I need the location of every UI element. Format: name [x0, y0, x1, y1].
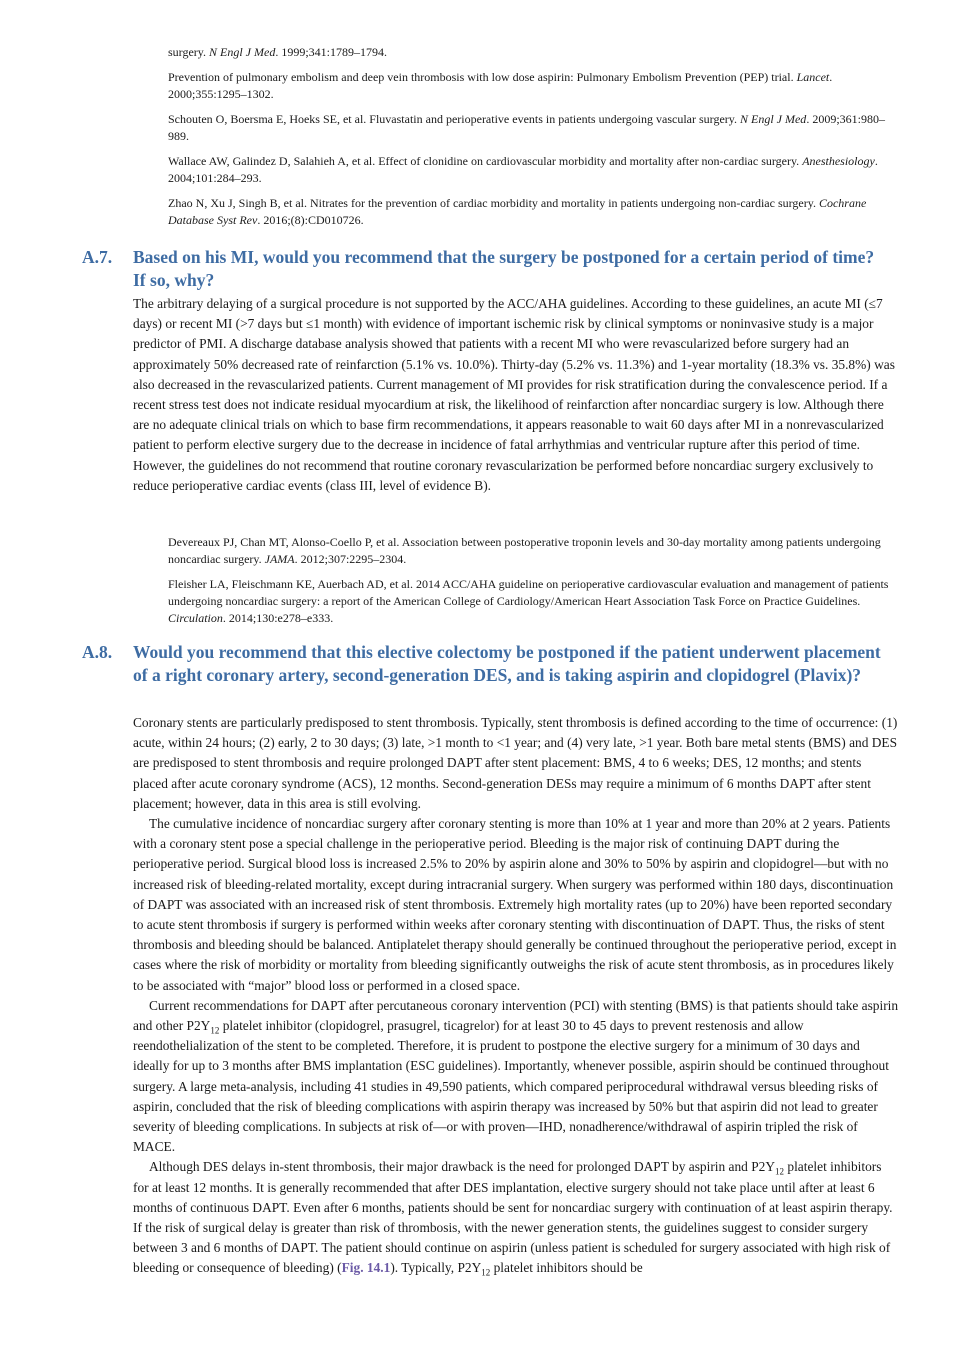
reference-item: Devereaux PJ, Chan MT, Alonso-Coello P, et al. Association between postoperative troponin levels and 30-day mortality among patients undergoing noncardiac surgery. JAMA. 2012;307:2295–2304. [168, 535, 881, 566]
body-paragraph: The arbitrary delaying of a surgical procedure is not supported by the ACC/AHA guidelines. According to these guidelines, an acute MI (≤7 days) or recent MI (>7 days but ≤1 month) with evidence of important ischemic risk by clinical symptoms or noninvasive study is a major predictor of PMI. A discharge database analysis showed that patients with a recent MI who were revascularized before surgery had an approximately 50% decreased rate of reinfarction (5.1% vs. 10.0%). Thirty-day (5.2% vs. 11.3%) and 1-year mortality (18.3% vs. 35.8%) was also decreased in the revascularized patients. Current management of MI provides for risk stratification during the convalescence period. If a recent stress test does not indicate residual myocardium at risk, the likelihood of reinfarction after noncardiac surgery is low. Although there are no adequate clinical trials on which to base firm recommendations, it appears reasonable to wait 60 days after MI in a nonrevascularized patient to perform elective surgery due to the decrease in incidence of fatal arrhythmias and ventricular rupture after this period of time. However, the guidelines do not recommend that routine coronary revascularization be performed before noncardiac surgery exclusively to reduce perioperative cardiac events (class III, level of evidence B). [133, 296, 895, 493]
reference-item: Wallace AW, Galindez D, Salahieh A, et al. Effect of clonidine on cardiovascular morbidity and mortality after non-cardiac surgery. Anesthesiology. 2004;101:284–293. [168, 154, 878, 185]
references-top [168, 44, 898, 237]
question-heading-a7 [82, 246, 882, 292]
answer-a7 [133, 294, 899, 496]
body-paragraph: Coronary stents are particularly predisposed to stent thrombosis. Typically, stent thrombosis is defined according to the time of occurrence: (1) acute, within 24 hours; (2) early, 2 to 30 days; (3) late, >1 month to <1 year; and (4) very late, >1 year. Both bare metal stents (BMS) and DES are predisposed to stent thrombosis and require prolonged DAPT after stent placement: BMS, 4 to 6 weeks; DES, 12 months; and stents placed after acute coronary syndrome (ACS), 12 months. Second-generation DESs may require a minimum of 6 months DAPT after stent placement; however, data in this area is still evolving. [133, 715, 898, 811]
references-a7 [168, 534, 898, 635]
body-paragraph: The cumulative incidence of noncardiac surgery after coronary stenting is more than 10% at 1 year and more than 20% at 2 years. Patients with a coronary stent pose a special challenge in the perioperative period. Bleeding is the major risk of continuing DAPT during the perioperative period. Surgical blood loss is increased 2.5% to 20% by aspirin alone and 30% to 50% by aspirin and clopidogrel—but with no increased risk of bleeding-related mortality, except during intracranial surgery. When surgery was performed within 180 days, discontinuation of DAPT was associated with an increased risk of stent thrombosis. Extremely high mortality rates (up to 20%) have been reported secondary to acute stent thrombosis if surgery is performed within weeks after coronary stenting with discontinuation of DAPT. Thus, the risks of stent thrombosis and bleeding should be balanced. Antiplatelet therapy should generally be continued throughout the perioperative period, except in cases where the risk of morbidity or mortality from bleeding significantly outweighs the risk of acute stent thrombosis, as in procedures likely to be associated with “major” blood loss or performed in a closed space. [133, 816, 897, 993]
reference-item: Zhao N, Xu J, Singh B, et al. Nitrates for the prevention of cardiac morbidity and mortality in patients undergoing non-cardiac surgery. Cochrane Database Syst Rev. 2016;(8):CD010726. [168, 196, 867, 227]
reference-item: Prevention of pulmonary embolism and deep vein thrombosis with low dose aspirin: Pulmonary Embolism Prevention (PEP) trial. Lancet. 2000;355:1295–1302. [168, 70, 833, 101]
body-paragraph: Current recommendations for DAPT after percutaneous coronary intervention (PCI) with stenting (BMS) is that patients should take aspirin and other $P2Y_{12}$ platelet inhibitor (clopidogrel, prasugrel, ticagrelor) for at least 30 to 45 days to prevent restenosis and allow reendothelialization of the stent to be completed. Therefore, it is prudent to postpone the elective surgery for a minimum of 30 days and ideally for up to 3 months after BMS implantation (ESC guidelines). Importantly, whenever possible, aspirin should be continued throughout surgery. A large meta-analysis, including 41 studies in 49,590 patients, which compared periprocedural withdrawal versus bleeding risks of aspirin, concluded that the risk of bleeding complications with aspirin therapy was increased by 50% but that aspirin did not lead to greater severity of bleeding complications. In subjects at risk of—or with proven—IHD, nonadherence/withdrawal of aspirin tripled the risk of MACE. [133, 997, 899, 1155]
reference-item: Fleisher LA, Fleischmann KE, Auerbach AD, et al. 2014 ACC/AHA guideline on perioperative cardiovascular evaluation and management of patients undergoing noncardiac surgery: a report of the American College of Cardiology/American Heart Association Task Force on Practice Guidelines. Circulation. 2014;130:e278–e333. [168, 577, 889, 625]
question-text: Would you recommend that this elective colectomy be postponed if the patient underwent placement of a right coronary artery, second-generation DES, and is taking aspirin and clopidogrel (Plavix)? [133, 642, 881, 685]
question-heading-a8 [82, 641, 882, 687]
question-number: A.7. [82, 247, 113, 267]
answer-a8 [133, 713, 899, 1279]
body-paragraph: Although DES delays in-stent thrombosis, their major drawback is the need for prolonged DAPT by aspirin and $P2Y_{12}$ platelet inhibitors for at least 12 months. It is generally recommended that after DES implantation, elective surgery should not take place until after at least 6 months of continuous DAPT. Even after 6 months, patients should be sent for noncardiac surgery with continuation of at least aspirin therapy. If the risk of surgical delay is greater than risk of thrombosis, with the newer generation stents, the guidelines suggest to consider surgery between 3 and 6 months of DAPT. The patient should continue on aspirin (unless patient is scheduled for surgery associated with high risk of bleeding or consequence of bleeding) (Fig. 14.1). Typically, $P2Y_{12}$ platelet inhibitors should be [133, 1159, 893, 1279]
question-number: A.8. [82, 642, 113, 662]
reference-item: Schouten O, Boersma E, Hoeks SE, et al. Fluvastatin and perioperative events in patients undergoing vascular surgery. N Engl J Med. 2009;361:980–989. [168, 112, 885, 143]
reference-item: surgery. N Engl J Med. 1999;341:1789–1794. [168, 45, 387, 59]
question-text: Based on his MI, would you recommend that the surgery be postponed for a certain period of time? If so, why? [133, 247, 875, 290]
figure-link[interactable]: Fig. 14.1 [341, 1260, 391, 1276]
